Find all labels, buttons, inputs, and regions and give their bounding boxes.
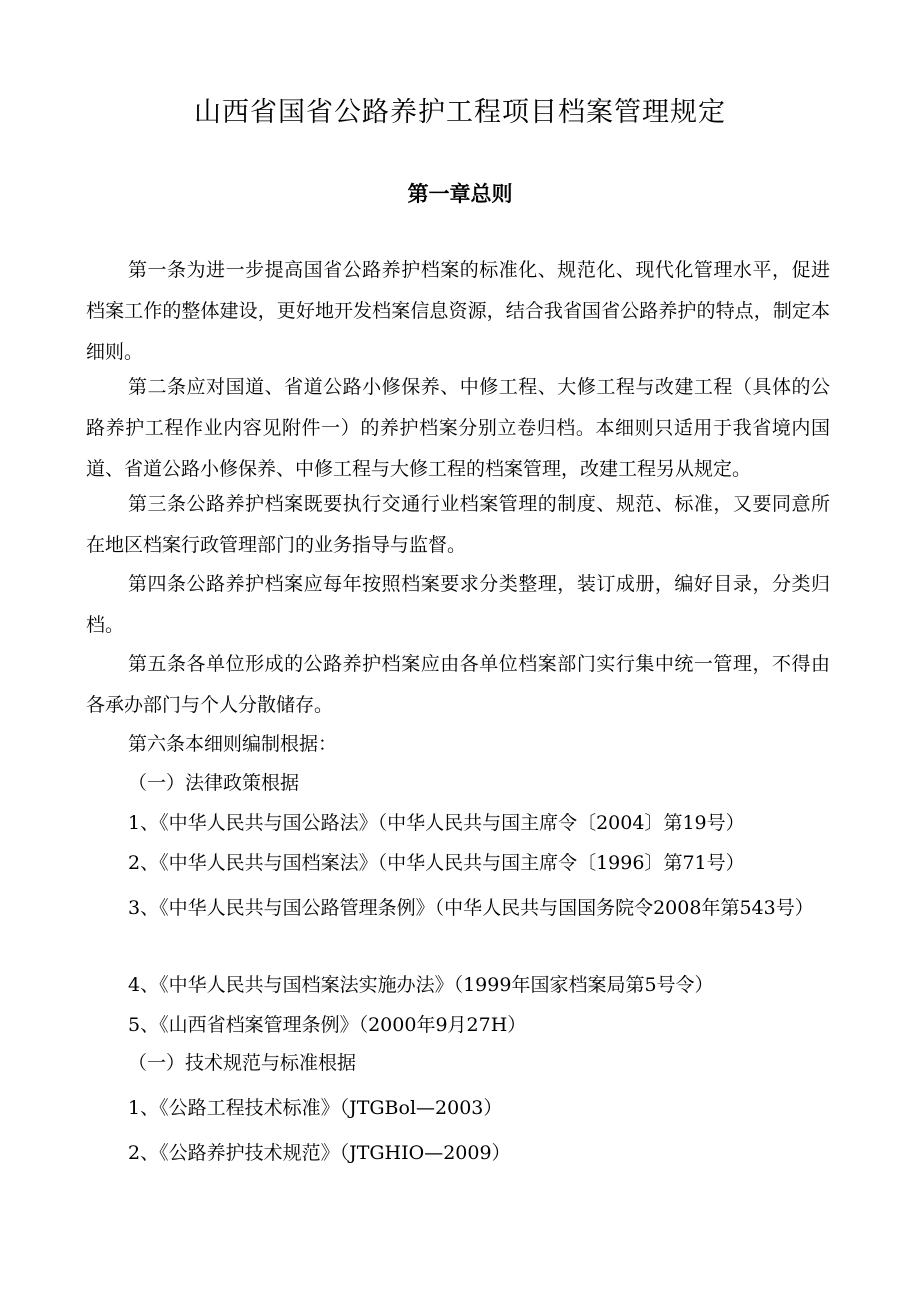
chapter-heading: 第一章总则 — [407, 181, 513, 206]
law-item-2: 2、《中华人民共与国档案法》（中华人民共与国主席令〔1996〕第71号） — [128, 852, 745, 874]
section-tech-heading: （一）技术规范与标准根据 — [128, 1052, 357, 1074]
tech-item-2: 2、《公路养护技术规范》（JTGHIO—2009） — [128, 1142, 511, 1164]
law-item-5: 5、《山西省档案管理条例》（2000年9月27H） — [128, 1014, 527, 1036]
tech-item-1: 1、《公路工程技术标准》（JTGBol—2003） — [128, 1097, 503, 1119]
law-item-1: 1、《中华人民共与国公路法》（中华人民共与国主席令〔2004〕第19号） — [128, 812, 745, 834]
article-2: 第二条应对国道、省道公路小修保养、中修工程、大修工程与改建工程（具体的公路养护工程作业内容见附件一）的养护档案分别立卷归档。本细则只适用于我省境内国道、省道公路小修保养、中修工程与大修工程的档案管理，改建工程另从规定。 — [86, 376, 830, 480]
article-6: 第六条本细则编制根据： — [128, 733, 338, 755]
article-5: 第五条各单位形成的公路养护档案应由各单位档案部门实行集中统一管理，不得由各承办部门与个人分散储存。 — [86, 653, 830, 716]
section-law-heading: （一）法律政策根据 — [128, 772, 300, 794]
article-1: 第一条为进一步提高国省公路养护档案的标准化、规范化、现代化管理水平，促进档案工作的整体建设，更好地开发档案信息资源，结合我省国省公路养护的特点，制定本细则。 — [86, 259, 830, 363]
article-3: 第三条公路养护档案既要执行交通行业档案管理的制度、规范、标准，又要同意所在地区档案行政管理部门的业务指导与监督。 — [86, 493, 830, 556]
law-item-3: 3、《中华人民共与国公路管理条例》（中华人民共与国国务院令2008年第543号） — [128, 897, 814, 919]
law-item-4: 4、《中华人民共与国档案法实施办法》（1999年国家档案局第5号令） — [128, 974, 714, 996]
document-title: 山西省国省公路养护工程项目档案管理规定 — [194, 97, 726, 128]
article-4: 第四条公路养护档案应每年按照档案要求分类整理，装订成册，编好目录，分类归档。 — [86, 573, 830, 636]
